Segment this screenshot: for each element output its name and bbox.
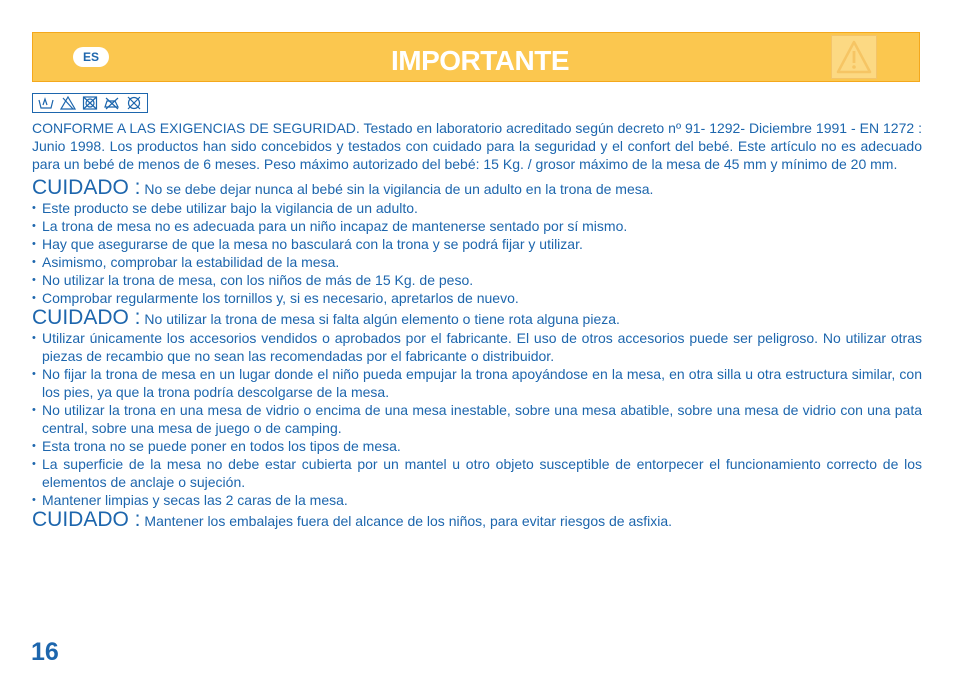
page-title: IMPORTANTE [390, 45, 570, 76]
no-tumble-dry-icon [82, 96, 98, 110]
list-item: • No utilizar la trona en una mesa de vidrio o encima de una mesa inestable, sobre una mesa abatible, sobre una mesa de vidrio con una pata central, sobre una mesa de juego o de camping. [32, 401, 922, 437]
caution-label: CUIDADO : [32, 176, 141, 199]
list-item: • No fijar la trona de mesa en un lugar donde el niño pueda empujar la trona apoyándose en la mesa, en otra silla u otra estructura similar, con los pies, ya que la trona podría descolgarse de la mesa. [32, 365, 922, 401]
no-iron-icon [104, 96, 120, 110]
list-item: • Este producto se debe utilizar bajo la vigilancia de un adulto. [32, 199, 922, 217]
caution-label: CUIDADO : [32, 508, 141, 531]
no-dry-clean-icon [126, 96, 142, 110]
list-item: • Esta trona no se puede poner en todos los tipos de mesa. [32, 437, 922, 455]
list-item: • Comprobar regularmente los tornillos y, si es necesario, apretarlos de nuevo. [32, 289, 922, 307]
caution-text: Mantener los embalajes fuera del alcance de los niños, para evitar riesgos de asfixia. [140, 513, 673, 529]
caution-text: No utilizar la trona de mesa si falta algún elemento o tiene rota alguna pieza. [140, 311, 620, 327]
list-item: • La trona de mesa no es adecuada para un niño incapaz de mantenerse sentado por sí mismo. [32, 217, 922, 235]
list-item: • Asimismo, comprobar la estabilidad de la mesa. [32, 253, 922, 271]
caution-3 [32, 509, 922, 531]
list-item: • Hay que asegurarse de que la mesa no basculará con la trona y se podrá fijar y utilizar. [32, 235, 922, 253]
wash-by-hand-icon [38, 96, 54, 110]
care-symbols [32, 93, 148, 113]
warning-triangle-icon [831, 35, 877, 79]
caution-1 [32, 177, 922, 199]
list-item: • La superficie de la mesa no debe estar cubierta por un mantel u otro objeto susceptible de entorpecer el funcionamiento correcto de los elementos de anclaje o sujeción. [32, 455, 922, 491]
caution-2 [32, 307, 922, 329]
list-item: • Utilizar únicamente los accesorios vendidos o aprobados por el fabricante. El uso de otros accesorios puede ser peligroso. No utilizar otras piezas de recambio que no sean las recomendadas por el fabricante o distribuidor. [32, 329, 922, 365]
content [32, 119, 922, 531]
no-bleach-icon [60, 96, 76, 110]
page-number: 16 [31, 638, 59, 666]
language-badge: ES [73, 47, 109, 67]
intro-paragraph: CONFORME A LAS EXIGENCIAS DE SEGURIDAD. Testado en laboratorio acreditado según decreto nº 91- 1292- Diciembre 1991 - EN 1272 : Junio 1998. Los productos han sido concebidos y testados con cuidado para la seguridad y el confort del bebé. Este artículo no es adecuado para un bebé de menos de 6 meses. Peso máximo autorizado del bebé: 15 Kg. / grosor máximo de la mesa de 45 mm y mínimo de 20 mm. [32, 120, 922, 172]
caution-text: No se debe dejar nunca al bebé sin la vigilancia de un adulto en la trona de mesa. [140, 181, 654, 197]
header-banner [32, 32, 920, 82]
list-item: • No utilizar la trona de mesa, con los niños de más de 15 Kg. de peso. [32, 271, 922, 289]
caution-label: CUIDADO : [32, 306, 141, 329]
list-item: • Mantener limpias y secas las 2 caras de la mesa. [32, 491, 922, 509]
